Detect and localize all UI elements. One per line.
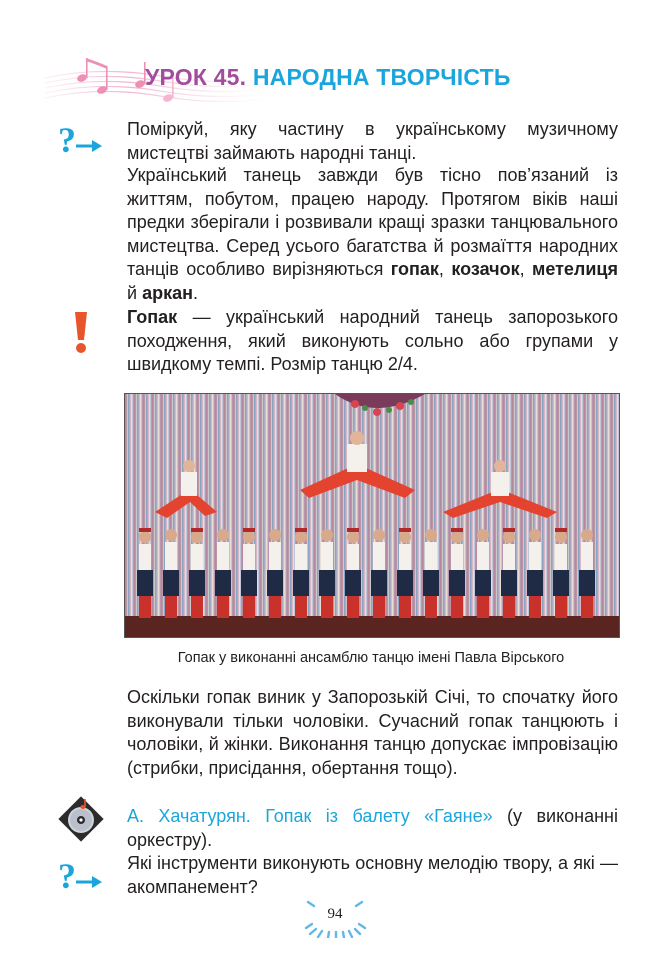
gopak-definition: Гопак — український народний танець запорозького походження, який виконують сольно або групами у швидкому темпі. Розмір танцю 2/4. xyxy=(127,307,618,374)
question-prompt-2: Які інструменти виконують основну мелодію твору, а які — акомпанемент? xyxy=(127,853,618,897)
dance-ensemble-photo xyxy=(124,393,620,638)
dance-term: аркан xyxy=(142,282,193,303)
svg-text:?: ? xyxy=(58,122,76,158)
music-disc-icon xyxy=(58,796,104,847)
question-arrow-icon xyxy=(56,858,106,899)
intro-paragraph: Український танець завжди був тісно пов’язаний із життям, побутом, працею народу. Протягом віків наші предки зберігали і розвивали кращі зразки танцювального мистецтва. Серед усього багатства й розмаїття народних танців особливо вирізняються гопак, козачок, метелиця й аркан. xyxy=(127,165,618,303)
page-number-badge xyxy=(300,898,370,938)
exclamation-icon xyxy=(70,310,92,359)
lesson-heading xyxy=(145,64,511,91)
lesson-title: НАРОДНА ТВОРЧІСТЬ xyxy=(252,64,511,90)
dance-term: метелиця xyxy=(532,259,618,279)
dance-term: козачок xyxy=(451,259,520,279)
photo-caption: Гопак у виконанні ансамблю танцю імені Павла Вірського xyxy=(177,650,565,666)
svg-text:?: ? xyxy=(58,858,76,894)
question-arrow-icon xyxy=(56,122,106,163)
listening-title: А. Хачатурян. Гопак із балету «Гаяне» xyxy=(127,806,493,826)
question-prompt-1: Поміркуй, яку частину в українському музичному мистецтві займають народні танці. xyxy=(127,119,618,163)
page-number: 94 xyxy=(327,906,343,922)
history-paragraph: Оскільки гопак виник у Запорозькій Січі, то спочатку його виконували тільки чоловіки. Сучасний гопак танцюють і чоловіки, й жінки. Виконання танцю допускає імпровізацію (стрибки, присідання, обертання тощо). xyxy=(127,687,618,778)
definition-term: Гопак xyxy=(127,307,178,327)
lesson-number: УРОК 45. xyxy=(145,64,247,90)
dance-term: гопак xyxy=(390,259,439,279)
listening-task: А. Хачатурян. Гопак із балету «Гаяне» (у виконанні оркестру). xyxy=(127,806,618,850)
